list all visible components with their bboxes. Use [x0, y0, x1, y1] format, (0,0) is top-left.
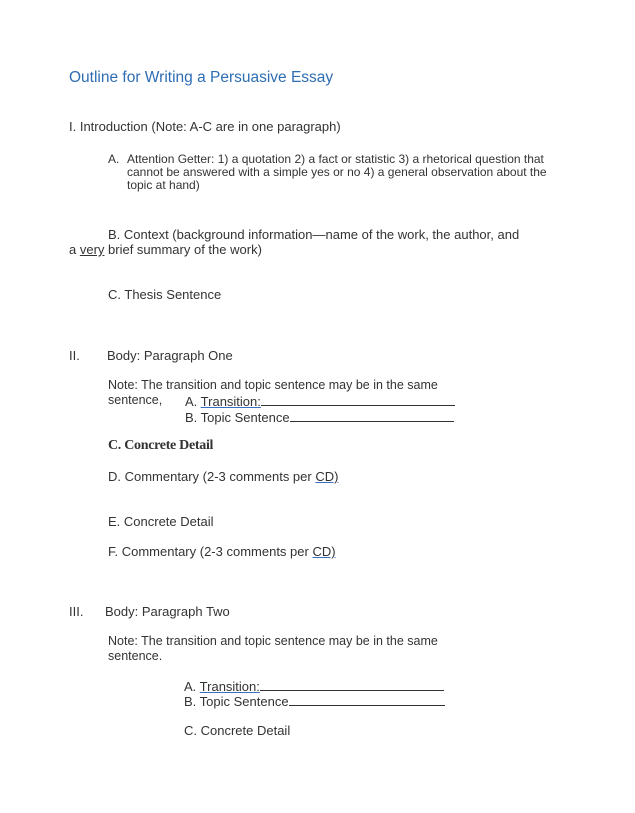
body2-note-line2: sentence. — [108, 649, 163, 663]
body1-heading: Body: Paragraph One — [107, 348, 233, 363]
intro-b-line2: a very brief summary of the work) — [69, 242, 262, 257]
body2-note-line1: Note: The transition and topic sentence may be in the same — [108, 634, 438, 648]
transition-blank[interactable] — [260, 678, 444, 691]
intro-a-line2: cannot be answered with a simple yes or no 4) a general observation about the — [127, 165, 547, 179]
body2-topic-sentence: B. Topic Sentence — [184, 693, 445, 709]
body2-c-text: C. Concrete Detail — [184, 723, 291, 738]
transition-link[interactable]: Transition: — [199, 679, 260, 694]
intro-c-text: C. Thesis Sentence — [108, 287, 222, 302]
emphasis-very: very — [79, 242, 105, 257]
body1-transition: A. Transition: — [185, 393, 455, 409]
cd-link[interactable]: CD) — [315, 469, 339, 484]
body2-transition: A. Transition: — [184, 678, 444, 694]
body1-note-line2: sentence, — [108, 393, 163, 407]
body1-f-text: F. Commentary (2-3 comments per CD) — [108, 544, 336, 559]
body1-e-text: E. Concrete Detail — [108, 514, 214, 529]
intro-a-line3: topic at hand) — [127, 178, 200, 192]
body1-numeral: II. — [69, 348, 80, 363]
body2-heading: Body: Paragraph Two — [105, 604, 230, 619]
intro-b-line1: B. Context (background information—name of the work, the author, and — [108, 227, 520, 242]
intro-a-line1: Attention Getter: 1) a quotation 2) a fact or statistic 3) a rhetorical question that — [127, 152, 544, 166]
body1-d-text: D. Commentary (2-3 comments per CD) — [108, 469, 339, 484]
topic-sentence-blank[interactable] — [289, 693, 445, 706]
intro-heading: I. Introduction (Note: A-C are in one paragraph) — [69, 119, 341, 134]
page-title: Outline for Writing a Persuasive Essay — [69, 69, 334, 86]
transition-link[interactable]: Transition: — [200, 394, 261, 409]
body1-note-line1: Note: The transition and topic sentence may be in the same — [108, 378, 438, 392]
topic-sentence-blank[interactable] — [290, 409, 454, 422]
body1-topic-sentence: B. Topic Sentence — [185, 409, 454, 425]
transition-blank[interactable] — [261, 393, 455, 406]
body2-numeral: III. — [69, 604, 84, 619]
cd-link[interactable]: CD) — [312, 544, 336, 559]
intro-a-label: A. — [108, 152, 120, 166]
body1-c-text: C. Concrete Detail — [108, 438, 214, 453]
